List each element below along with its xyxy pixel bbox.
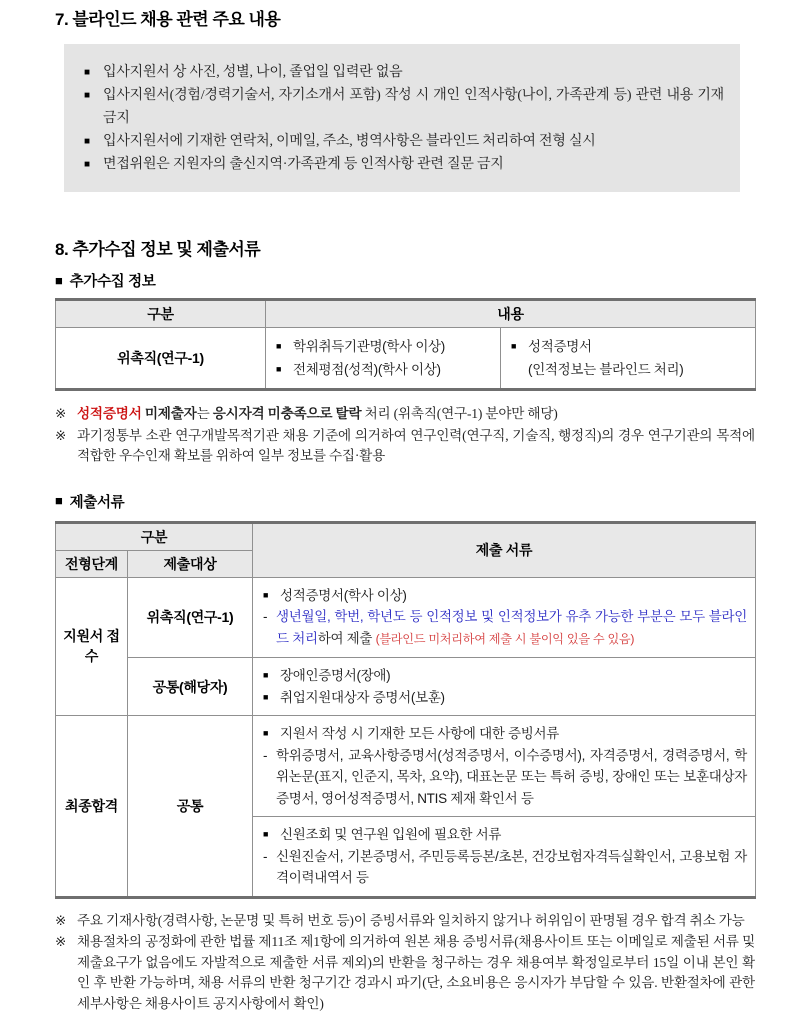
table-row (56, 328, 756, 390)
doc-subitem (263, 745, 747, 810)
table-header-row (56, 300, 756, 328)
dash-bullet-icon: - (263, 609, 268, 624)
doc-item-text: 성적증명서 (528, 339, 592, 354)
col-header-target: 제출대상 (128, 550, 253, 577)
square-bullet-icon: ■ (84, 159, 91, 170)
section8-title: 8. 추가수집 정보 및 제출서류 (55, 240, 261, 259)
doc-item-note: (인적정보는 블라인드 처리) (528, 362, 684, 377)
doc-item (276, 335, 492, 358)
info-bullet-text: 면접위원은 지원자의 출신지역·가족관계 등 인적사항 관련 질문 금지 (103, 157, 504, 172)
doc-item-text: 취업지원대상자 증명서(보훈) (280, 689, 445, 705)
doc-item (511, 335, 747, 358)
note-plain: 는 (196, 406, 213, 421)
doc-item (263, 585, 747, 607)
target-cell: 위촉직(연구-1) (128, 577, 253, 658)
doc-item-text: 학위취득기관명(학사 이상) (293, 339, 445, 354)
stage-cell: 최종합격 (56, 716, 128, 898)
note-plain: 처리 (위촉직(연구-1) 분야만 해당) (361, 406, 558, 421)
docs-cell (253, 577, 756, 658)
docs-cell (253, 817, 756, 898)
collect-info-table (55, 298, 756, 391)
square-section-icon: ■ (55, 493, 63, 508)
footnote-document-return (55, 932, 755, 1014)
ref-mark-icon: ※ (55, 406, 67, 421)
doc-item (263, 665, 747, 687)
square-bullet-icon: ■ (263, 589, 269, 600)
plain-text: 하여 제출 (317, 630, 376, 646)
ref-mark-icon: ※ (55, 934, 67, 949)
submit-docs-table (55, 521, 756, 899)
info-bullet-text: 입사지원서(경험/경력기술서, 자기소개서 포함) 작성 시 개인 인적사항(나이, 가족관계 등) 관련 내용 기재 금지 (103, 88, 724, 126)
blind-required-text: 생년월일, 학번, 학년도 등 인적정보 및 인적정보가 유추 가능한 부분은 모두 블라인드 처리 (276, 609, 748, 646)
dash-bullet-icon: - (263, 848, 268, 864)
doc-subitem-text: 신원진술서, 기본증명서, 주민등록등본/초본, 건강보험자격득실확인서, 고용보험 자격이력내역서 등 (276, 848, 748, 885)
collect-info-label (55, 270, 755, 291)
blind-hiring-info-box (64, 44, 740, 192)
note-collection-purpose (55, 426, 755, 467)
note-disqualification (55, 404, 755, 425)
table-row (56, 577, 756, 658)
doc-item (263, 687, 747, 709)
doc-item (263, 824, 747, 846)
submit-docs-label-text: 제출서류 (69, 494, 125, 511)
content-right-cell (501, 328, 756, 390)
info-bullet-text: 입사지원서에 기재한 연락처, 이메일, 주소, 병역사항은 블라인드 처리하여 전형 실시 (103, 134, 596, 149)
note-red-term: 성적증명서 (77, 406, 142, 421)
target-cell: 공통 (128, 716, 253, 898)
stage-cell: 지원서 접수 (56, 577, 128, 716)
dash-bullet-icon: - (263, 747, 268, 763)
square-bullet-icon: ■ (263, 691, 269, 702)
square-bullet-icon: ■ (84, 136, 91, 147)
docs-cell (253, 658, 756, 716)
table-row (56, 658, 756, 716)
info-bullet (84, 61, 724, 84)
square-bullet-icon: ■ (511, 341, 517, 351)
doc-item-text: 신원조회 및 연구원 입원에 필요한 서류 (280, 827, 502, 842)
col-header-content: 내용 (266, 300, 756, 328)
square-bullet-icon: ■ (263, 829, 269, 839)
note-bold-term: 미제출자 (141, 406, 197, 421)
doc-item-text: 지원서 작성 시 기재한 모든 사항에 대한 증빙서류 (280, 726, 559, 741)
section7-title: 7. 블라인드 채용 관련 주요 내용 (55, 10, 281, 29)
doc-item-text: 장애인증명서(장애) (280, 668, 391, 683)
col-header-category: 구분 (56, 300, 266, 328)
doc-item (276, 358, 492, 381)
col-header-group: 구분 (56, 522, 253, 550)
doc-subitem (263, 846, 747, 889)
doc-subitem-text (276, 606, 747, 650)
info-bullet (84, 130, 724, 153)
square-bullet-icon: ■ (276, 364, 282, 374)
info-bullet-text: 입사지원서 상 사진, 성별, 나이, 졸업일 입력란 없음 (103, 65, 403, 80)
content-left-cell (266, 328, 501, 390)
square-bullet-icon: ■ (263, 670, 269, 680)
info-bullet (84, 153, 724, 176)
info-bullet (84, 84, 724, 130)
footnote-text: 주요 기재사항(경력사항, 논문명 및 특허 번호 등)이 증빙서류와 일치하지 않거나 허위임이 판명될 경우 합격 취소 가능 (77, 912, 745, 928)
table-row (56, 716, 756, 817)
docs-cell (253, 716, 756, 817)
collect-info-label-text: 추가수집 정보 (69, 274, 156, 290)
square-bullet-icon: ■ (276, 341, 282, 351)
col-header-docs: 제출 서류 (253, 522, 756, 577)
submit-docs-label (55, 491, 755, 512)
doc-item-text: 성적증명서(학사 이상) (280, 587, 407, 603)
note-bold-term: 응시자격 미충족으로 탈락 (212, 406, 362, 421)
square-bullet-icon: ■ (84, 90, 91, 101)
doc-item-text: 전체평점(성적)(학사 이상) (293, 362, 441, 377)
square-bullet-icon: ■ (84, 67, 91, 78)
target-cell: 공통(해당자) (128, 658, 253, 716)
doc-subitem-text: 학위증명서, 교육사항증명서(성적증명서, 이수증명서), 자격증명서, 경력증명서, 학위논문(표지, 인준지, 목차, 요약), 대표논문 또는 특허 증빙, 장애인 또는 보훈대상자 증명서, 영어성적증명서, NTIS 제재 확인서 등 (276, 747, 748, 806)
note-text (77, 404, 755, 425)
ref-mark-icon: ※ (55, 912, 67, 928)
square-bullet-icon: ■ (263, 728, 269, 738)
table-header-row (56, 522, 756, 550)
doc-item (263, 723, 747, 745)
note-text: 과기정통부 소관 연구개발목적기관 채용 기준에 의거하여 연구인력(연구직, 기술직, 행정직)의 경우 연구기관의 목적에 적합한 우수인재 확보를 위하여 일부 정보를 수집·활용 (77, 427, 755, 463)
square-section-icon: ■ (55, 272, 63, 288)
category-cell: 위촉직(연구-1) (56, 328, 266, 390)
penalty-warning-text: (블라인드 미처리하여 제출 시 불이익 있을 수 있음) (375, 631, 635, 646)
footnote-text: 채용절차의 공정화에 관한 법률 제11조 제1항에 의거하여 원본 채용 증빙서류(채용사이트 또는 이메일로 제출된 서류 및 제출요구가 없음에도 자발적으로 제출한 서류 제외)의 반환을 청구하는 경우 채용여부 확정일로부터 15일 이내 본인 확인 후 반환 가능하며, 채용 서류의 반환 청구기간 경과시 파기(단, 소요비용은 응시자가 부담할 수 있음. 반환절차에 관한 세부사항은 채용사이트 공지사항에서 확인) (77, 934, 755, 1011)
ref-mark-icon: ※ (55, 427, 67, 443)
doc-subitem (263, 606, 747, 650)
col-header-stage: 전형단계 (56, 550, 128, 577)
